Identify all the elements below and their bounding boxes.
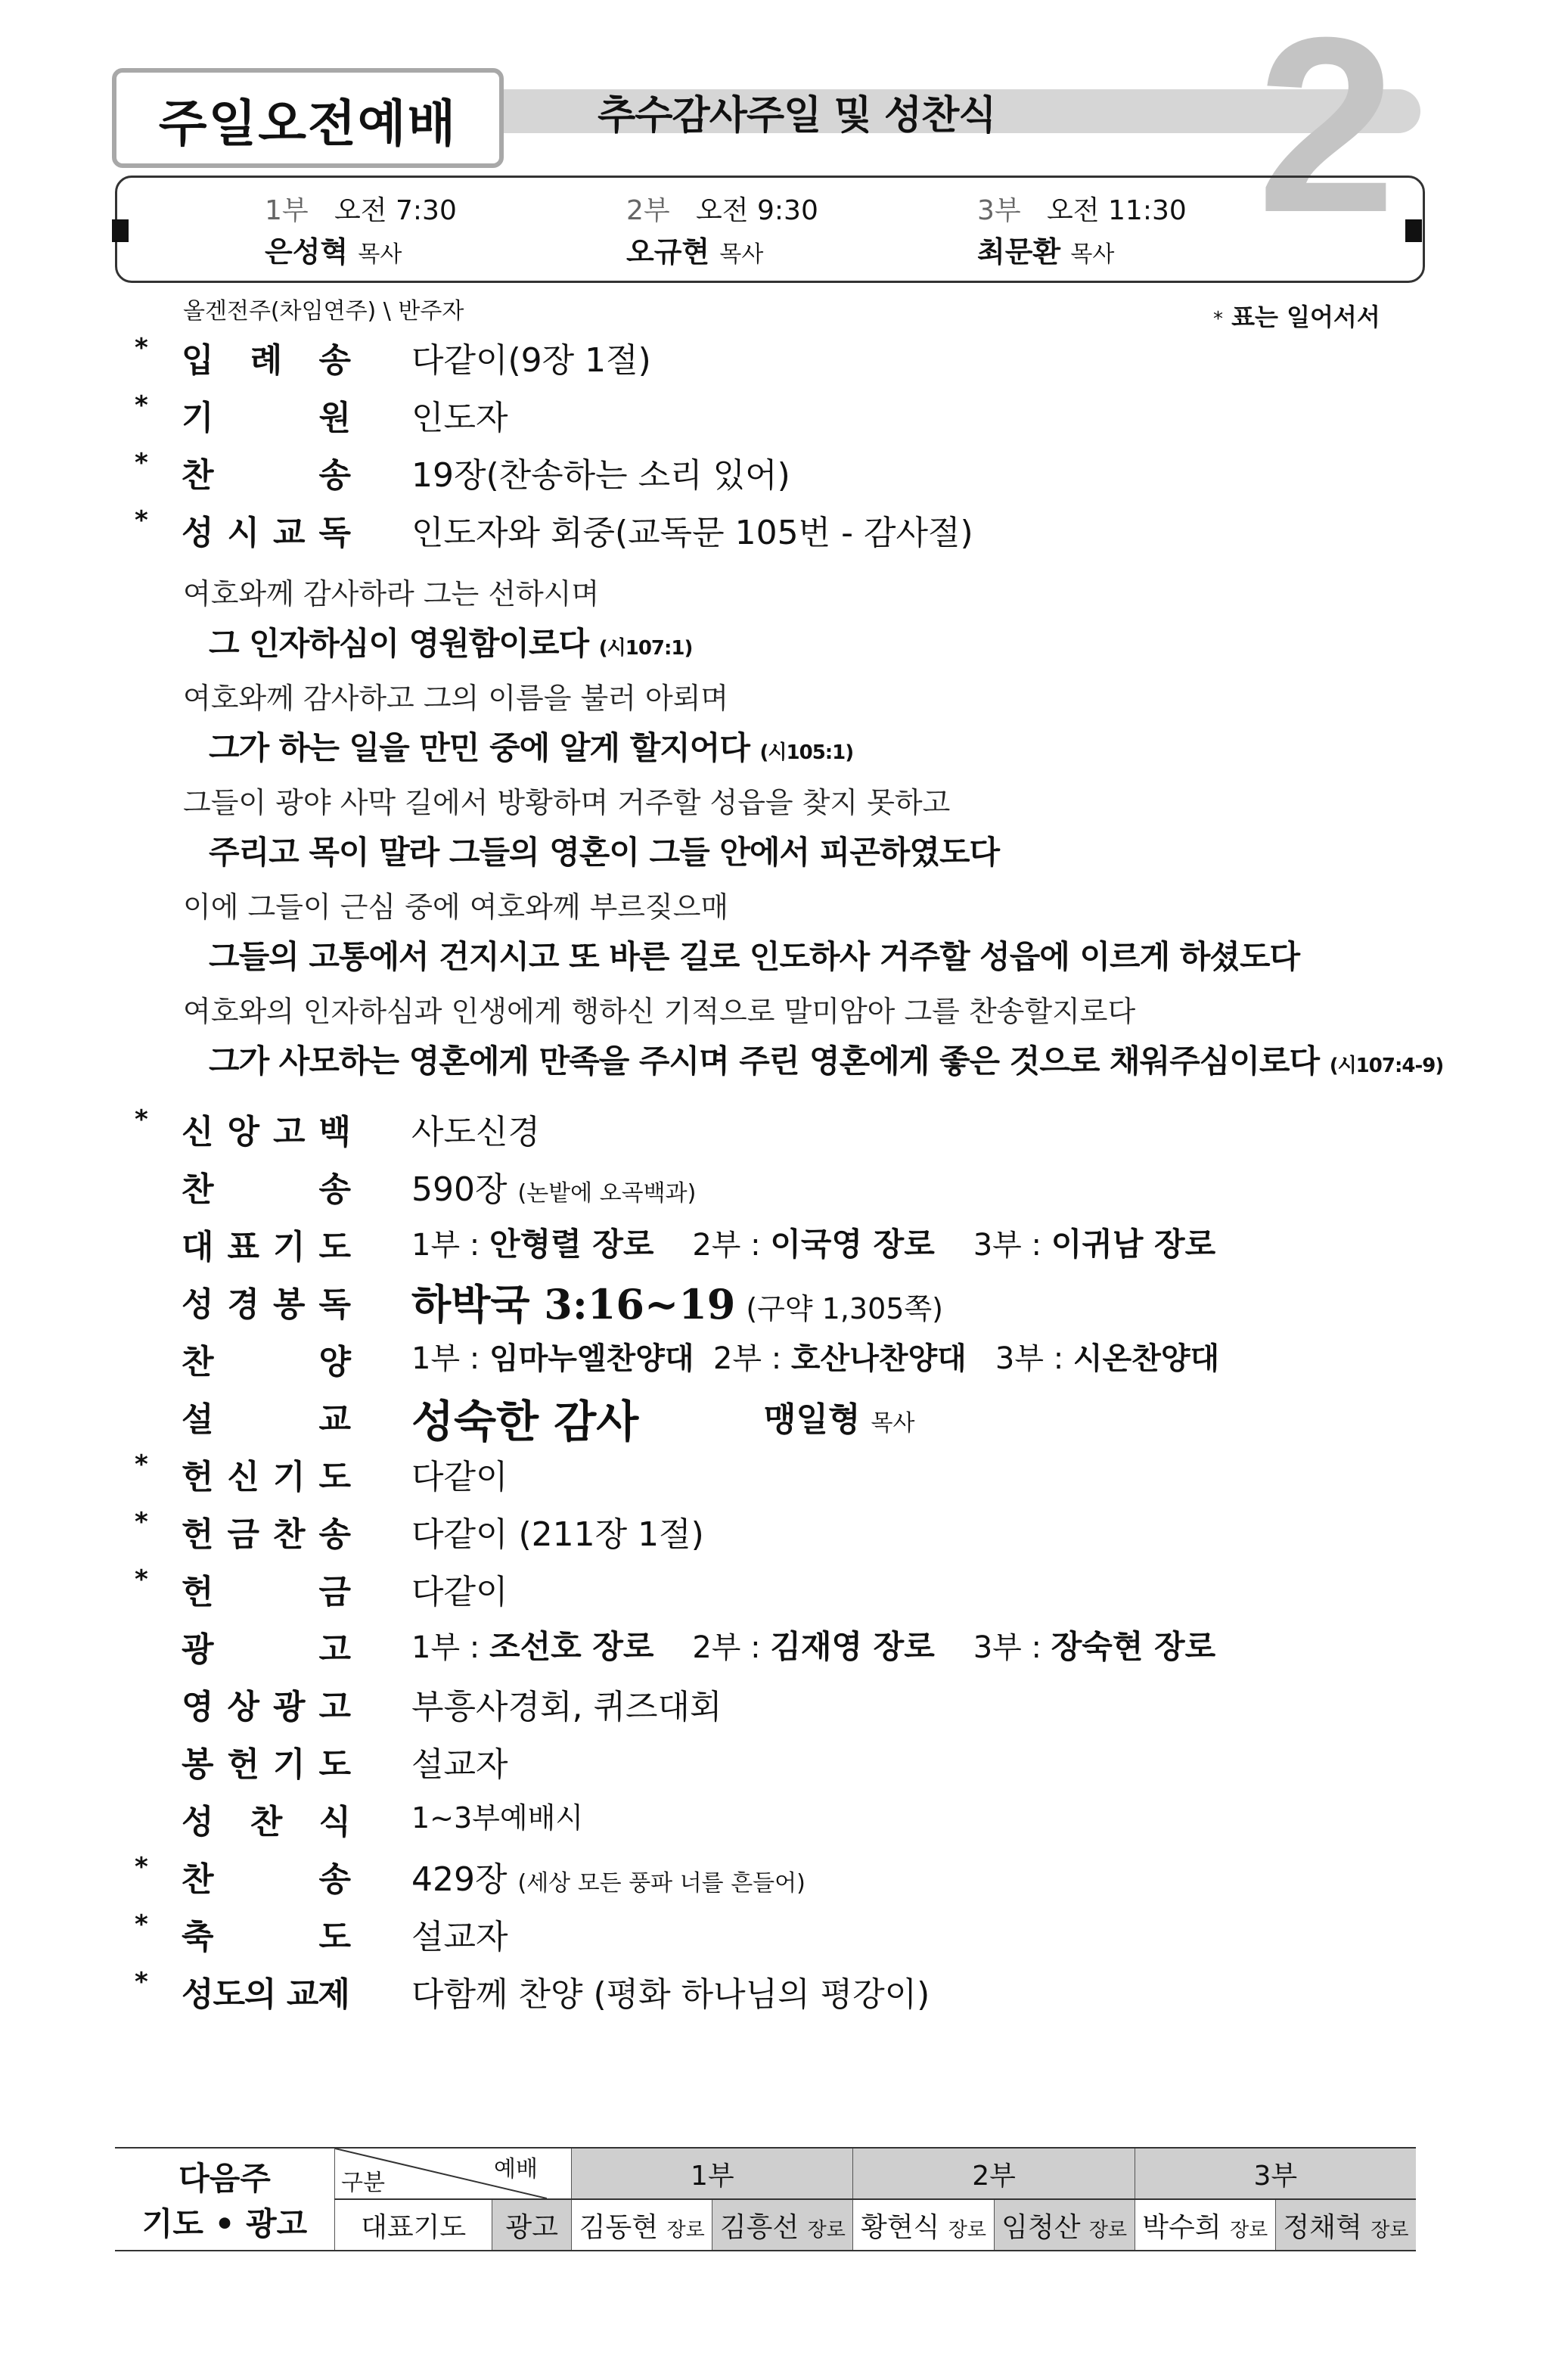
box-marker-right [1405,219,1422,242]
title-box [112,68,504,168]
col-service-3: 3부 [1135,2148,1416,2199]
row-type-announce: 광고 [492,2199,572,2251]
service-3-time: 3부 오전 11:30 [977,195,1187,226]
organ-note: 올겐전주(차임연주) \ 반주자 [183,298,464,325]
reading-lead-line: 그들이 광야 사막 길에서 방황하며 거주할 성읍을 찾지 못하고 [183,786,951,819]
reading-lead-line: 이에 그들이 근심 중에 여호와께 부르짖으매 [183,890,729,924]
cell-announce-1: 김흥선 장로 [712,2199,853,2251]
header-diagonal-cell: 예배 구분 [335,2148,572,2199]
sermon-preacher: 맹일형 [764,1400,861,1439]
col-service-2: 2부 [853,2148,1135,2199]
service-1-preacher: 은성혁 목사 [265,235,402,269]
reading-lead-line: 여호와께 감사하고 그의 이름을 불러 아뢰며 [183,682,729,715]
next-week-heading: 다음주 기도 • 광고 [115,2148,335,2251]
col-service-1: 1부 [572,2148,853,2199]
cell-announce-2: 임청산 장로 [994,2199,1135,2251]
cell-prayer-3: 박수희 장로 [1135,2199,1275,2251]
reading-lead-line: 여호와의 인자하심과 인생에게 행하신 기적으로 말미암아 그를 찬송할지로다 [183,995,1136,1028]
page-number: 2 [1257,0,1396,264]
reading-response-line: 주리고 목이 말라 그들의 영혼이 그들 안에서 피곤하였도다 [209,834,1000,871]
service-2-preacher: 오규현 목사 [626,235,764,269]
reading-response-line: 그가 사모하는 영혼에게 만족을 주시며 주린 영혼에게 좋은 것으로 채워주심이로다 (시107:4-9) [209,1042,1444,1080]
cell-announce-3: 정채혁 장로 [1275,2199,1416,2251]
reading-response-line: 그 인자하심이 영원함이로다 (시107:1) [209,625,693,662]
service-2-time: 2부 오전 9:30 [626,195,818,226]
row-type-prayer: 대표기도 [335,2199,492,2251]
sermon-title: 성숙한 감사 [411,1396,639,1447]
reading-response-line: 그가 하는 일을 만민 중에 알게 할지어다 (시105:1) [209,729,854,766]
reading-lead-line: 여호와께 감사하라 그는 선하시며 [183,577,600,611]
box-marker-left [112,219,129,242]
service-1-time: 1부 오전 7:30 [265,195,457,226]
cell-prayer-2: 황현식 장로 [853,2199,994,2251]
cell-prayer-1: 김동현 장로 [572,2199,712,2251]
service-3-preacher: 최문환 목사 [977,235,1115,269]
reading-response-line: 그들의 고통에서 건지시고 또 바른 길로 인도하사 거주할 성읍에 이르게 하셨도다 [209,938,1300,975]
next-week-table [115,2147,1416,2251]
page-subtitle: 추수감사주일 및 성찬식 [598,93,996,138]
standing-note: * 표는 일어서서 [1213,303,1380,331]
page-title: 주일오전예배 [158,95,458,153]
